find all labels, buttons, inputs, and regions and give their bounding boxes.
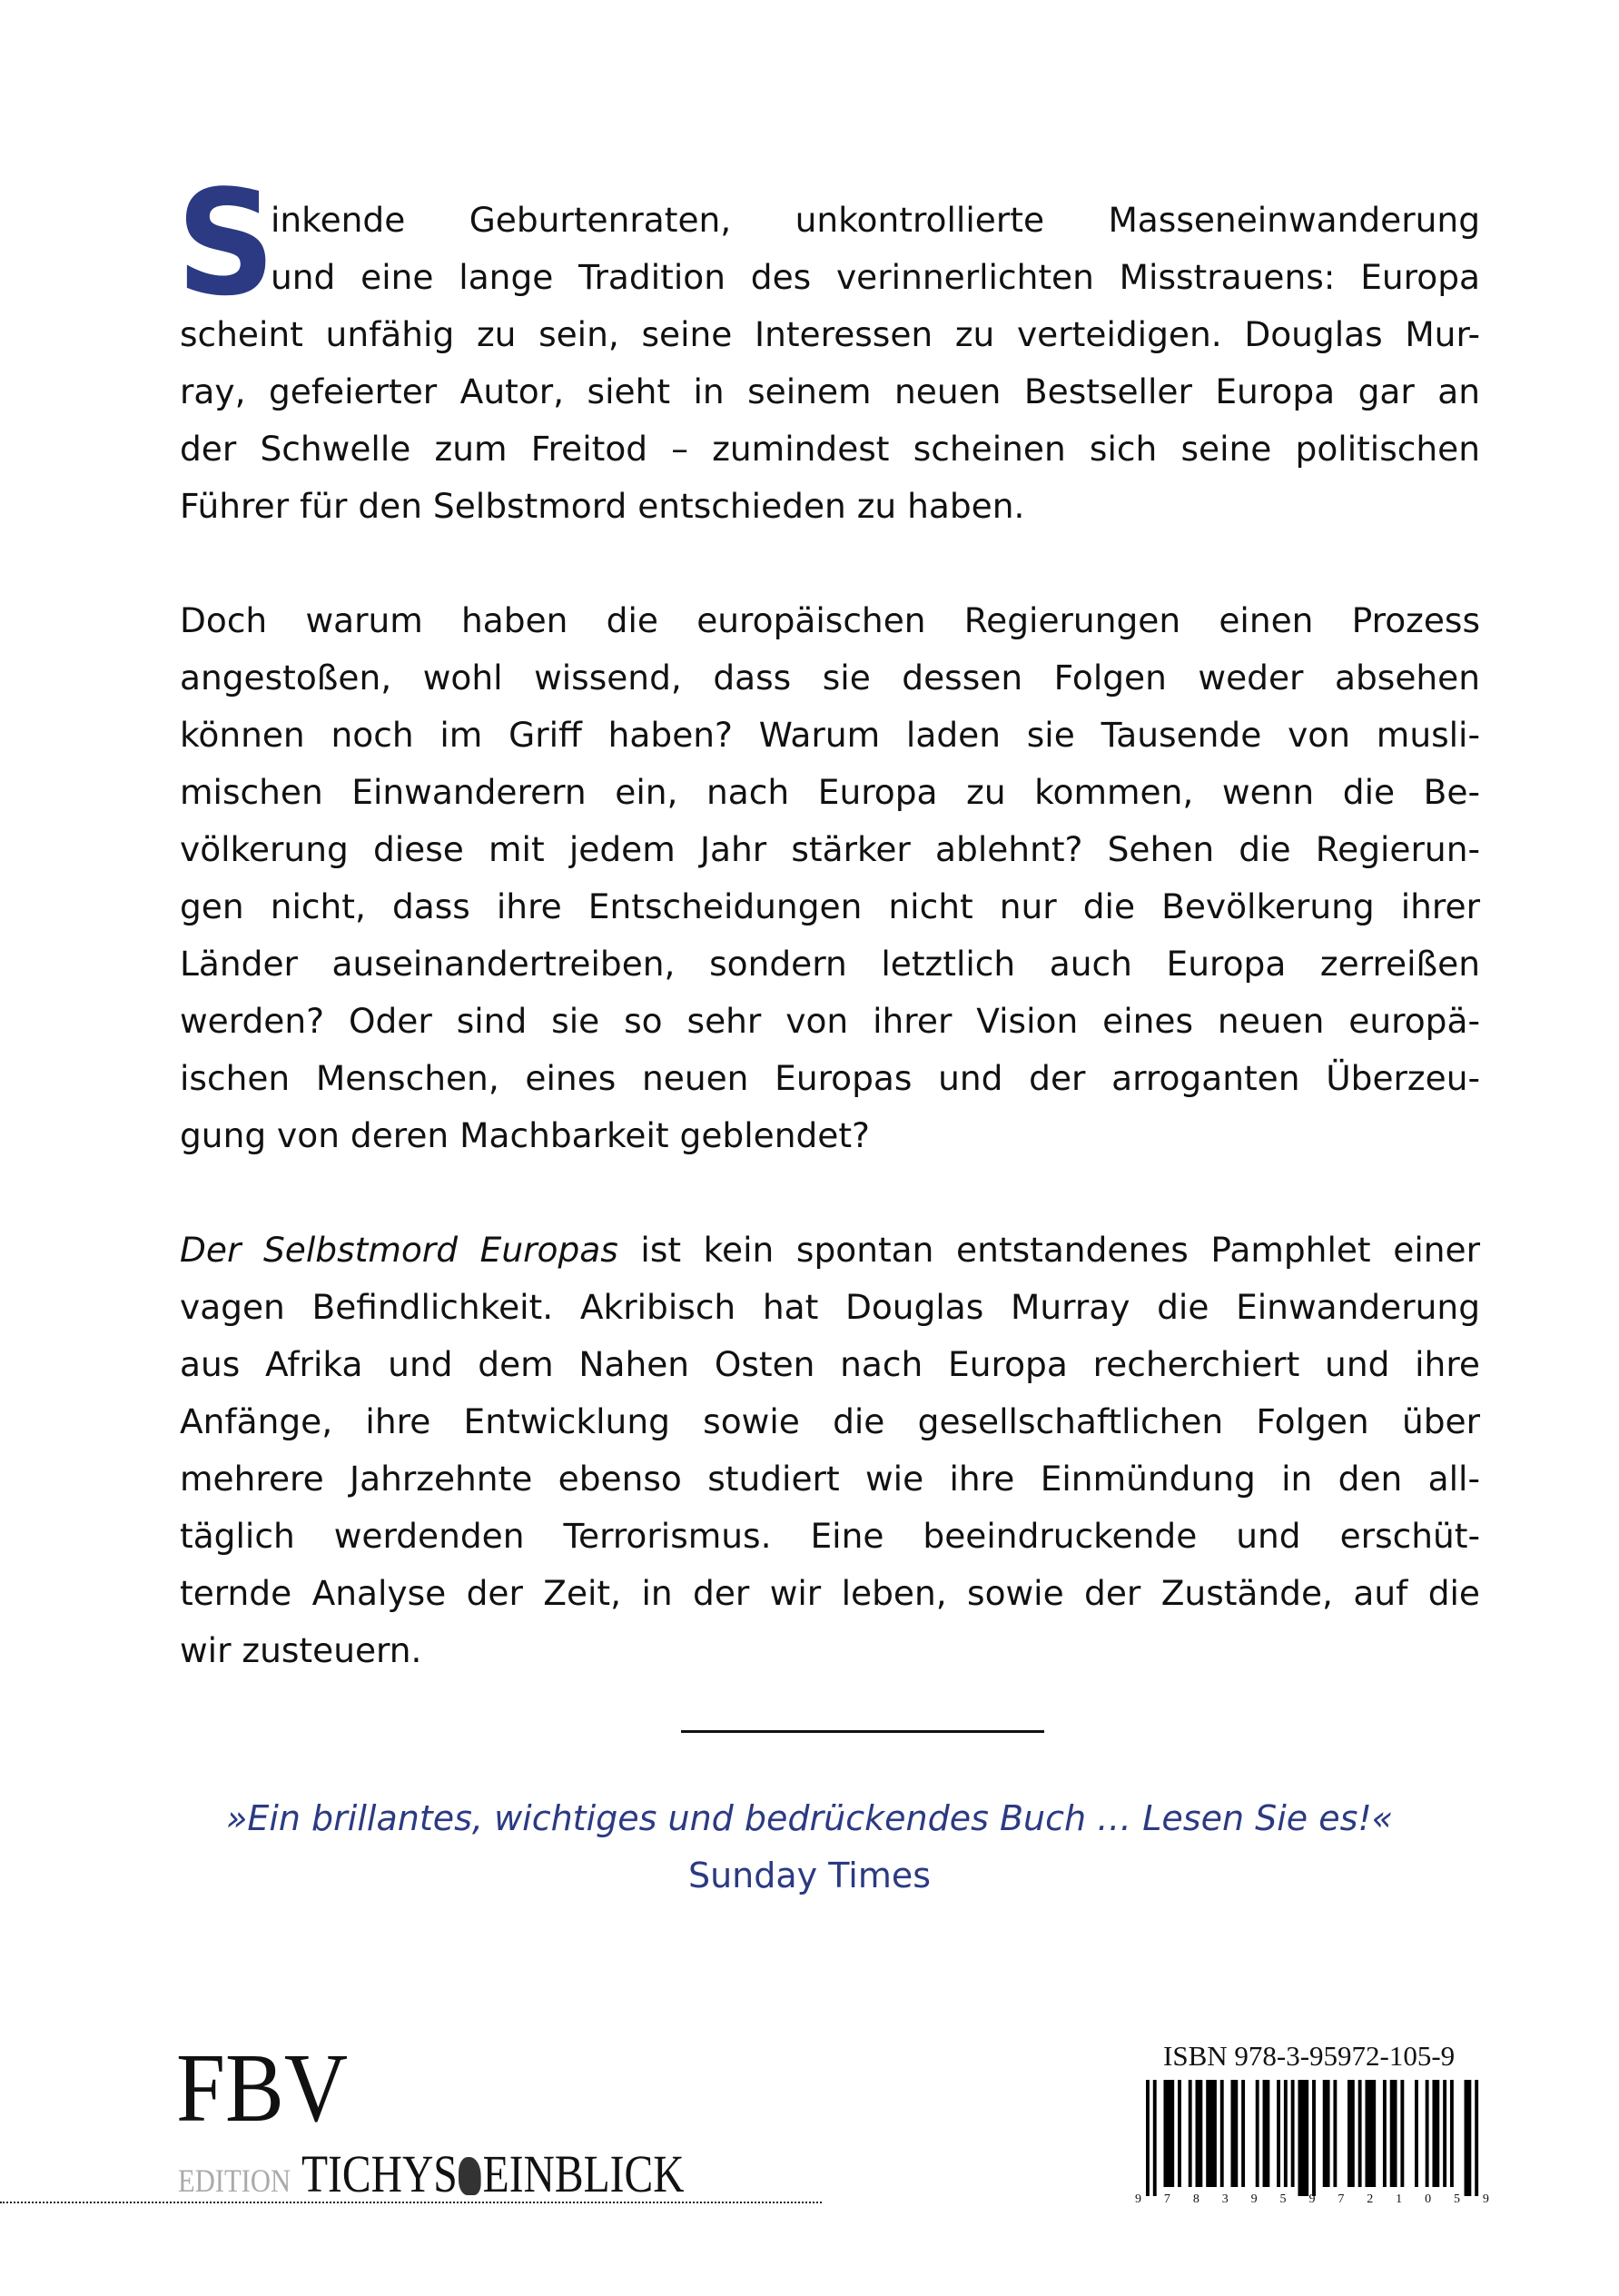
text-line <box>180 306 1480 363</box>
barcode-bar <box>1383 2080 1387 2187</box>
barcode-digits <box>1135 2192 1489 2207</box>
barcode-bar <box>1312 2080 1316 2196</box>
barcode-bar <box>1189 2080 1192 2187</box>
text-line <box>180 1622 1480 1679</box>
barcode-bar <box>1475 2080 1478 2196</box>
text-line-content: und eine lange Tradition des verinnerlichten Misstrauens: Europa <box>271 257 1480 297</box>
text-line-content: inkende Geburtenraten, unkontrollierte Masseneinwanderung <box>271 200 1480 240</box>
text-line <box>180 878 1480 935</box>
text-line <box>180 1450 1480 1508</box>
text-line <box>271 249 1480 306</box>
barcode-bar <box>1400 2080 1404 2187</box>
imprint-right: EINBLICK <box>482 2144 685 2203</box>
barcode-bar <box>1284 2080 1288 2187</box>
barcode-bar <box>1415 2080 1418 2187</box>
text-line-content: Führer für den Selbstmord entschieden zu haben. <box>180 486 1025 526</box>
barcode-digit: 7 <box>1163 2192 1170 2206</box>
review-quote: »Ein brillantes, wichtiges und bedrückendes Buch … Lesen Sie es!« <box>225 1798 1394 1838</box>
text-line <box>180 935 1480 993</box>
barcode-bar <box>1348 2080 1355 2187</box>
review-source: Sunday Times <box>687 1856 932 1895</box>
barcode-digit: 5 <box>1279 2192 1287 2206</box>
text-line <box>180 363 1480 421</box>
barcode-bar <box>1146 2080 1150 2196</box>
text-line-content: Länder auseinandertreiben, sondern letztlich auch Europa zerreißen <box>180 944 1480 984</box>
text-line-content: mehrere Jahrzehnte ebenso studiert wie ihre Einmündung in den all- <box>180 1459 1480 1499</box>
text-line-content: völkerung diese mit jedem Jahr stärker ablehnt? Sehen die Regierun- <box>180 829 1480 869</box>
text-line <box>180 993 1480 1050</box>
text-line-content: gung von deren Machbarkeit geblendet? <box>180 1115 870 1155</box>
text-line <box>180 764 1480 821</box>
barcode-bar <box>1426 2080 1429 2187</box>
barcode-bar <box>1365 2080 1376 2187</box>
barcode-bar <box>1220 2080 1224 2187</box>
barcode-digit: 0 <box>1425 2192 1432 2206</box>
barcode-bar <box>1358 2080 1362 2187</box>
barcode-bar <box>1163 2080 1174 2187</box>
book-title: Der Selbstmord Europas <box>180 1230 618 1270</box>
text-line-content: wir zusteuern. <box>180 1630 422 1670</box>
barcode-digit: 9 <box>1482 2192 1489 2206</box>
barcode-digit: 9 <box>1135 2192 1141 2206</box>
barcode-bar <box>1206 2080 1217 2187</box>
text-line <box>180 1336 1480 1393</box>
text-line-content: ternde Analyse der Zeit, in der wir leben, sowie der Zustände, auf die <box>180 1573 1480 1613</box>
barcode-bar <box>1323 2080 1330 2187</box>
text-line <box>180 649 1480 707</box>
paragraph-gap <box>180 535 1480 592</box>
text-line-content: Anfänge, ihre Entwicklung sowie die gesellschaftlichen Folgen über <box>180 1401 1480 1441</box>
barcode-bar <box>1178 2080 1181 2187</box>
text-line-content: vagen Befindlichkeit. Akribisch hat Douglas Murray die Einwanderung <box>180 1287 1480 1327</box>
text-line-content: ist kein spontan entstandenes Pamphlet einer <box>617 1230 1480 1270</box>
text-line-content: gen nicht, dass ihre Entscheidungen nicht nur die Bevölkerung ihrer <box>180 886 1480 926</box>
barcode-digit: 9 <box>1308 2192 1316 2206</box>
edition-label: EDITION <box>178 2162 291 2199</box>
text-line <box>180 1222 1480 1279</box>
text-line <box>271 192 1480 249</box>
text-line <box>180 478 1480 535</box>
barcode-bar <box>1153 2080 1157 2196</box>
barcode-bar <box>1277 2080 1280 2187</box>
text-line <box>180 1393 1480 1450</box>
isbn-label: ISBN 978-3-95972-105-9 <box>1163 2040 1456 2072</box>
barcode-digit: 1 <box>1396 2192 1403 2206</box>
imprint-logo <box>178 2143 768 2204</box>
barcode-bar <box>1196 2080 1203 2187</box>
imprint-name <box>301 2143 685 2204</box>
text-line-content: werden? Oder sind sie so sehr von ihrer Vision eines neuen europä- <box>180 1001 1480 1041</box>
barcode-bar <box>1443 2080 1446 2187</box>
head-emblem-icon <box>459 2157 481 2195</box>
text-line <box>180 1508 1480 1565</box>
barcode <box>1146 2080 1482 2196</box>
imprint-left: TICHYS <box>301 2144 458 2203</box>
barcode-bar <box>1390 2080 1397 2187</box>
barcode-digit: 2 <box>1367 2192 1374 2206</box>
barcode-bar <box>1465 2080 1472 2196</box>
barcode-digit: 3 <box>1221 2192 1229 2206</box>
barcode-bar <box>1298 2080 1308 2196</box>
barcode-digit: 7 <box>1338 2192 1345 2206</box>
text-line-content: mischen Einwanderern ein, nach Europa zu kommen, wenn die Be- <box>180 772 1480 812</box>
barcode-bar <box>1432 2080 1439 2187</box>
barcode-digit: 9 <box>1250 2192 1258 2206</box>
text-line-content: ischen Menschen, eines neuen Europas und der arroganten Überzeu- <box>180 1058 1480 1098</box>
text-line-content: aus Afrika und dem Nahen Osten nach Europa recherchiert und ihre <box>180 1344 1480 1384</box>
text-line <box>180 592 1480 649</box>
barcode-bar <box>1241 2080 1245 2187</box>
publisher-logo: FBV <box>176 2034 349 2143</box>
barcode-digit: 8 <box>1192 2192 1199 2206</box>
text-line <box>180 421 1480 478</box>
text-line-content: ray, gefeierter Autor, sieht in seinem neuen Bestseller Europa gar an <box>180 371 1480 411</box>
drop-cap: S <box>176 158 276 328</box>
text-line-content: scheint unfähig zu sein, seine Interessen zu verteidigen. Douglas Mur- <box>180 314 1480 354</box>
dotted-line <box>0 2202 822 2203</box>
text-line-content: angestoßen, wohl wissend, dass sie dessen Folgen weder absehen <box>180 658 1480 698</box>
divider <box>681 1730 1044 1733</box>
blurb-text <box>180 192 1480 1679</box>
text-line-content: täglich werdenden Terrorismus. Eine beeindruckende und erschüt- <box>180 1516 1480 1556</box>
paragraph-gap <box>180 1164 1480 1222</box>
text-line-content: der Schwelle zum Freitod – zumindest scheinen sich seine politischen <box>180 429 1480 469</box>
text-line <box>180 1565 1480 1622</box>
text-line <box>180 1279 1480 1336</box>
text-line-content: können noch im Griff haben? Warum laden sie Tausende von musli- <box>180 715 1480 755</box>
barcode-bar <box>1256 2080 1259 2187</box>
barcode-bar <box>1230 2080 1238 2187</box>
text-line <box>180 707 1480 764</box>
text-line <box>180 821 1480 878</box>
text-line-content: Doch warum haben die europäischen Regierungen einen Prozess <box>180 600 1480 640</box>
barcode-bar <box>1333 2080 1337 2187</box>
barcode-bar <box>1291 2080 1295 2187</box>
barcode-bar <box>1450 2080 1454 2187</box>
text-line <box>180 1050 1480 1107</box>
text-line <box>180 1107 1480 1164</box>
barcode-digit: 5 <box>1453 2192 1460 2206</box>
barcode-bar <box>1263 2080 1270 2187</box>
